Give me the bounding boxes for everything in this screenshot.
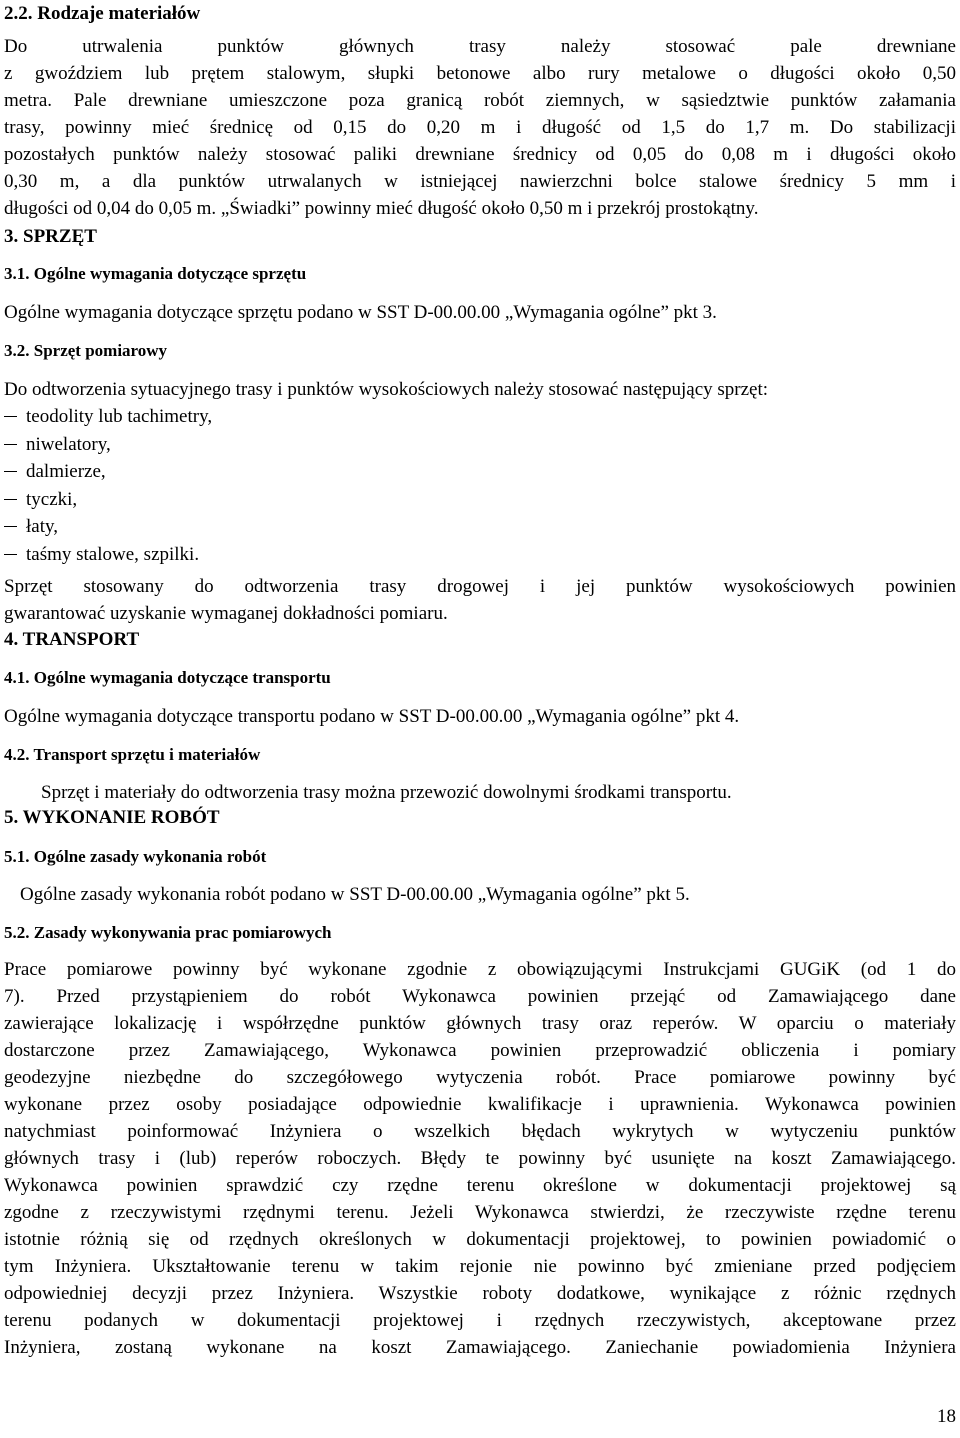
equipment-list bbox=[4, 403, 212, 568]
paragraph: Ogólne wymagania dotyczące transportu podano w SST D-00.00.00 „Wymagania ogólne” pkt 4. bbox=[4, 706, 740, 727]
text-line: pozostałych punktów należy stosować paliki drewniane średnicy od 0,05 do 0,08 m i długości około bbox=[4, 144, 956, 165]
section-heading: 2.2. Rodzaje materiałów bbox=[4, 3, 201, 24]
list-item: tyczki, bbox=[4, 486, 212, 514]
text-line: wykonane przez osoby posiadające odpowiednie kwalifikacje i uprawnienia. Wykonawca powinien bbox=[4, 1094, 956, 1115]
dash-bullet bbox=[4, 416, 17, 417]
list-item: taśmy stalowe, szpilki. bbox=[4, 541, 212, 569]
text-line: gwarantować uzyskanie wymaganej dokładności pomiaru. bbox=[4, 603, 448, 624]
paragraph: Sprzęt i materiały do odtworzenia trasy można przewozić dowolnymi środkami transportu. bbox=[41, 782, 732, 803]
text-line: 7). Przed przystąpieniem do robót Wykonawca powinien przejąć od Zamawiającego dane bbox=[4, 986, 956, 1007]
text-line: geodezyjne niezbędne do szczegółowego wytyczenia robót. Prace pomiarowe powinny być bbox=[4, 1067, 956, 1088]
text-line: długości od 0,04 do 0,05 m. „Świadki” powinny mieć długość około 0,50 m i przekrój prostokątny. bbox=[4, 198, 759, 219]
text-line: Sprzęt stosowany do odtworzenia trasy drogowej i jej punktów wysokościowych powinien bbox=[4, 576, 956, 597]
section-heading: 3. SPRZĘT bbox=[4, 226, 97, 247]
text-line: tym Inżyniera. Ukształtowanie terenu w takim rejonie nie powinno być zmieniane przed podjęciem bbox=[4, 1256, 956, 1277]
paragraph: Ogólne wymagania dotyczące sprzętu podano w SST D-00.00.00 „Wymagania ogólne” pkt 3. bbox=[4, 302, 717, 323]
paragraph bbox=[4, 573, 956, 627]
dash-bullet bbox=[4, 444, 17, 445]
section-2-2 bbox=[4, 0, 956, 222]
paragraph: Ogólne zasady wykonania robót podano w SST D-00.00.00 „Wymagania ogólne” pkt 5. bbox=[20, 884, 690, 905]
list-item: teodolity lub tachimetry, bbox=[4, 403, 212, 431]
text-line: dostarczone przez Zamawiającego, Wykonawca powinien przeprowadzić obliczenia i pomiary bbox=[4, 1040, 956, 1061]
text-line: istotnie różnią się od rzędnych określonych w dokumentacji projektowej, to powinien powiadomić o bbox=[4, 1229, 956, 1250]
text-line: terenu podanych w dokumentacji projektowej i rzędnych rzeczywistych, akceptowane przez bbox=[4, 1310, 956, 1331]
paragraph bbox=[4, 956, 956, 1361]
subsection-heading: 4.1. Ogólne wymagania dotyczące transportu bbox=[4, 668, 331, 687]
text-line: trasy, powinny mieć średnicę od 0,15 do 0,20 m i długość od 1,5 do 1,7 m. Do stabilizacji bbox=[4, 117, 956, 138]
page-number: 18 bbox=[937, 1406, 956, 1427]
text-line: głównych trasy i (lub) reperów roboczych. Błędy te powinny być usunięte na koszt Zamawiającego. bbox=[4, 1148, 956, 1169]
paragraph: Do odtworzenia sytuacyjnego trasy i punktów wysokościowych należy stosować następujący sprzęt: bbox=[4, 379, 769, 400]
text-line: odpowiedniej decyzji przez Inżyniera. Wszystkie roboty dodatkowe, wynikające z różnic rzędnych bbox=[4, 1283, 956, 1304]
subsection-heading: 4.2. Transport sprzętu i materiałów bbox=[4, 745, 261, 764]
text-line: natychmiast poinformować Inżyniera o wszelkich błędach wykrytych w wytyczeniu punktów bbox=[4, 1121, 956, 1142]
section-heading: 5. WYKONANIE ROBÓT bbox=[4, 807, 220, 828]
subsection-heading: 5.2. Zasady wykonywania prac pomiarowych bbox=[4, 923, 332, 942]
list-item: łaty, bbox=[4, 513, 212, 541]
section-heading: 4. TRANSPORT bbox=[4, 629, 140, 650]
text-line: Inżyniera, zostaną wykonane na koszt Zamawiającego. Zaniechanie powiadomienia Inżyniera bbox=[4, 1337, 956, 1358]
dash-bullet bbox=[4, 554, 17, 555]
list-item: niwelatory, bbox=[4, 431, 212, 459]
text-line: zawierające lokalizację i współrzędne punktów głównych trasy oraz reperów. W oparciu o materiały bbox=[4, 1013, 956, 1034]
text-line: z gwoździem lub prętem stalowym, słupki betonowe albo rury metalowe o długości około 0,50 bbox=[4, 63, 956, 84]
list-item: dalmierze, bbox=[4, 458, 212, 486]
subsection-heading: 5.1. Ogólne zasady wykonania robót bbox=[4, 847, 267, 866]
text-line: Wykonawca powinien sprawdzić czy rzędne terenu określone w dokumentacji projektowej są bbox=[4, 1175, 956, 1196]
dash-bullet bbox=[4, 526, 17, 527]
text-line: metra. Pale drewniane umieszczone poza granicą robót ziemnych, w sąsiedztwie punktów załamania bbox=[4, 90, 956, 111]
dash-bullet bbox=[4, 471, 17, 472]
text-line: Prace pomiarowe powinny być wykonane zgodnie z obowiązującymi Instrukcjami GUGiK (od 1 do bbox=[4, 959, 956, 980]
subsection-heading: 3.1. Ogólne wymagania dotyczące sprzętu bbox=[4, 264, 307, 283]
text-line: zgodne z rzeczywistymi rzędnymi terenu. Jeżeli Wykonawca stwierdzi, że rzeczywiste rzędne terenu bbox=[4, 1202, 956, 1223]
text-line: 0,30 m, a dla punktów utrwalanych w istniejącej nawierzchni bolce stalowe średnicy 5 mm i bbox=[4, 171, 956, 192]
dash-bullet bbox=[4, 499, 17, 500]
subsection-heading: 3.2. Sprzęt pomiarowy bbox=[4, 341, 168, 360]
text-line: Do utrwalenia punktów głównych trasy należy stosować pale drewniane bbox=[4, 36, 956, 57]
